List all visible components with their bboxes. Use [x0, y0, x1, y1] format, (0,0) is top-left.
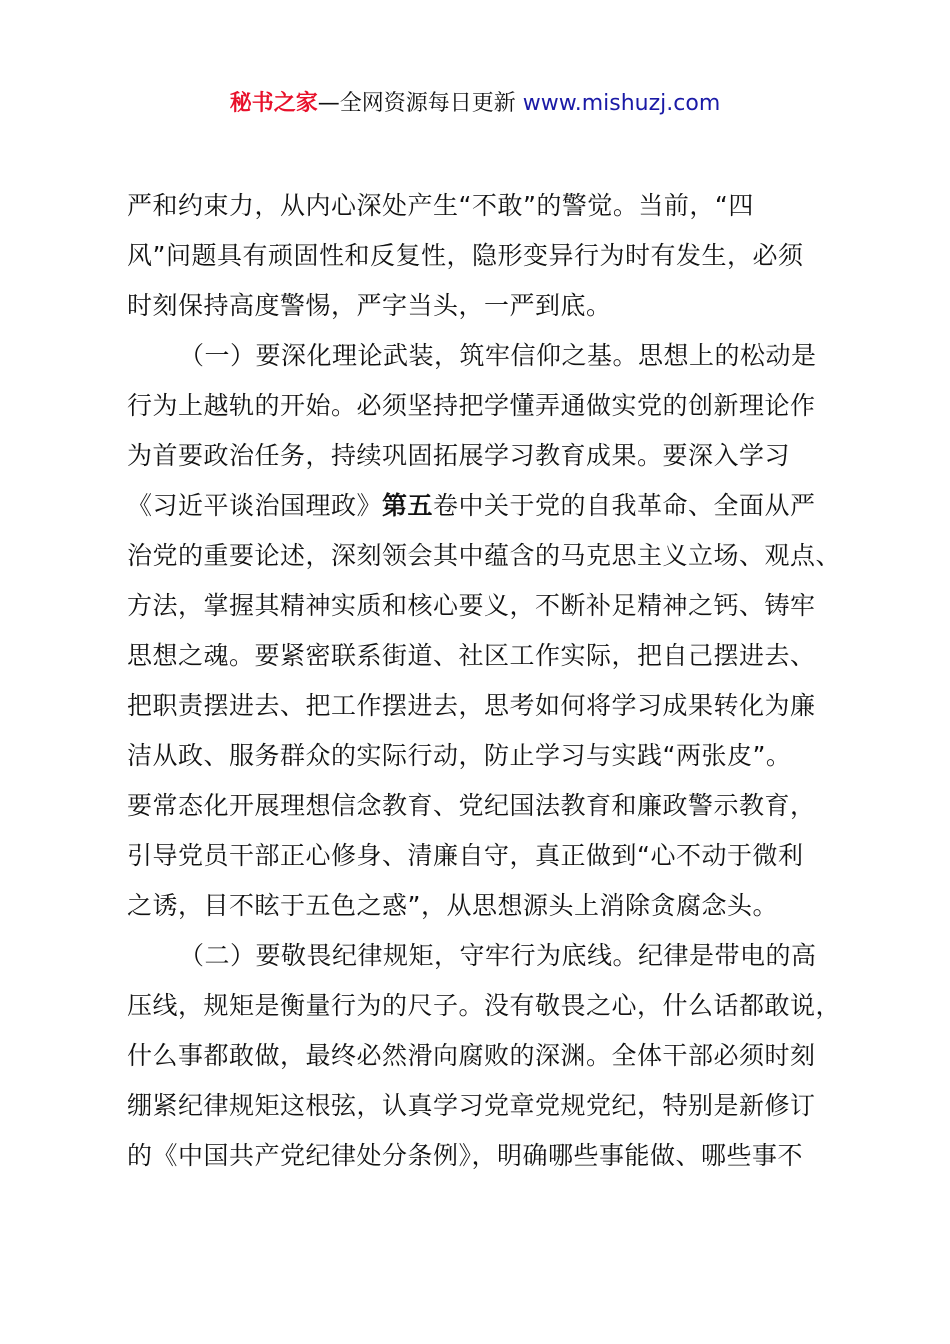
site-url-link[interactable]: www.mishuzj.com — [522, 91, 721, 116]
text-line: 压线，规矩是衡量行为的尺子。没有敬畏之心，什么话都敢说， — [127, 991, 842, 1020]
text-line: 治党的重要论述，深刻领会其中蕴含的马克思主义立场、观点、 — [127, 541, 842, 570]
text-line: 的《中国共产党纪律处分条例》，明确哪些事能做、哪些事不 — [127, 1141, 804, 1170]
text-line: 绷紧纪律规矩这根弦，认真学习党章党规党纪，特别是新修订 — [127, 1091, 816, 1120]
text-line: 思想之魂。要紧密联系街道、社区工作实际，把自己摆进去、 — [127, 641, 816, 670]
text-line: 把职责摆进去、把工作摆进去，思考如何将学习成果转化为廉 — [127, 691, 816, 720]
text-line: 什么事都敢做，最终必然滑向腐败的深渊。全体干部必须时刻 — [127, 1041, 816, 1070]
book-title: 《习近平谈治国理政》 — [127, 491, 383, 520]
text-line: 风”问题具有顽固性和反复性，隐形变异行为时有发生，必须 — [127, 241, 804, 270]
text-line: 方法，掌握其精神实质和核心要义，不断补足精神之钙、铸牢 — [127, 591, 816, 620]
text-run: 卷中关于党的自我革命、全面从严 — [433, 491, 816, 520]
text-line: 严和约束力，从内心深处产生“不敢”的警觉。当前，“四 — [127, 191, 754, 220]
text-line: 洁从政、服务群众的实际行动，防止学习与实践“两张皮”。 — [127, 741, 792, 770]
section-heading-line: （二）要敬畏纪律规矩，守牢行为底线。纪律是带电的高 — [179, 941, 817, 970]
site-header — [0, 88, 950, 120]
text-line — [127, 481, 847, 531]
text-line: 行为上越轨的开始。必须坚持把学懂弄通做实党的创新理论作 — [127, 391, 816, 420]
header-slogan: —全网资源每日更新 — [317, 91, 523, 116]
section-heading-line: （一）要深化理论武装，筑牢信仰之基。思想上的松动是 — [179, 341, 817, 370]
text-line: 要常态化开展理想信念教育、党纪国法教育和廉政警示教育， — [127, 791, 816, 820]
text-line: 为首要政治任务，持续巩固拓展学习教育成果。要深入学习 — [127, 441, 791, 470]
text-line: 时刻保持高度警惕，严字当头，一严到底。 — [127, 291, 612, 320]
text-line: 引导党员干部正心修身、清廉自守，真正做到“心不动于微利 — [127, 841, 804, 870]
brand-name: 秘书之家 — [229, 91, 318, 116]
volume-number: 第五 — [382, 491, 434, 520]
document-body — [127, 181, 847, 1181]
text-line: 之诱，目不眩于五色之惑”，从思想源头上消除贪腐念头。 — [127, 891, 778, 920]
